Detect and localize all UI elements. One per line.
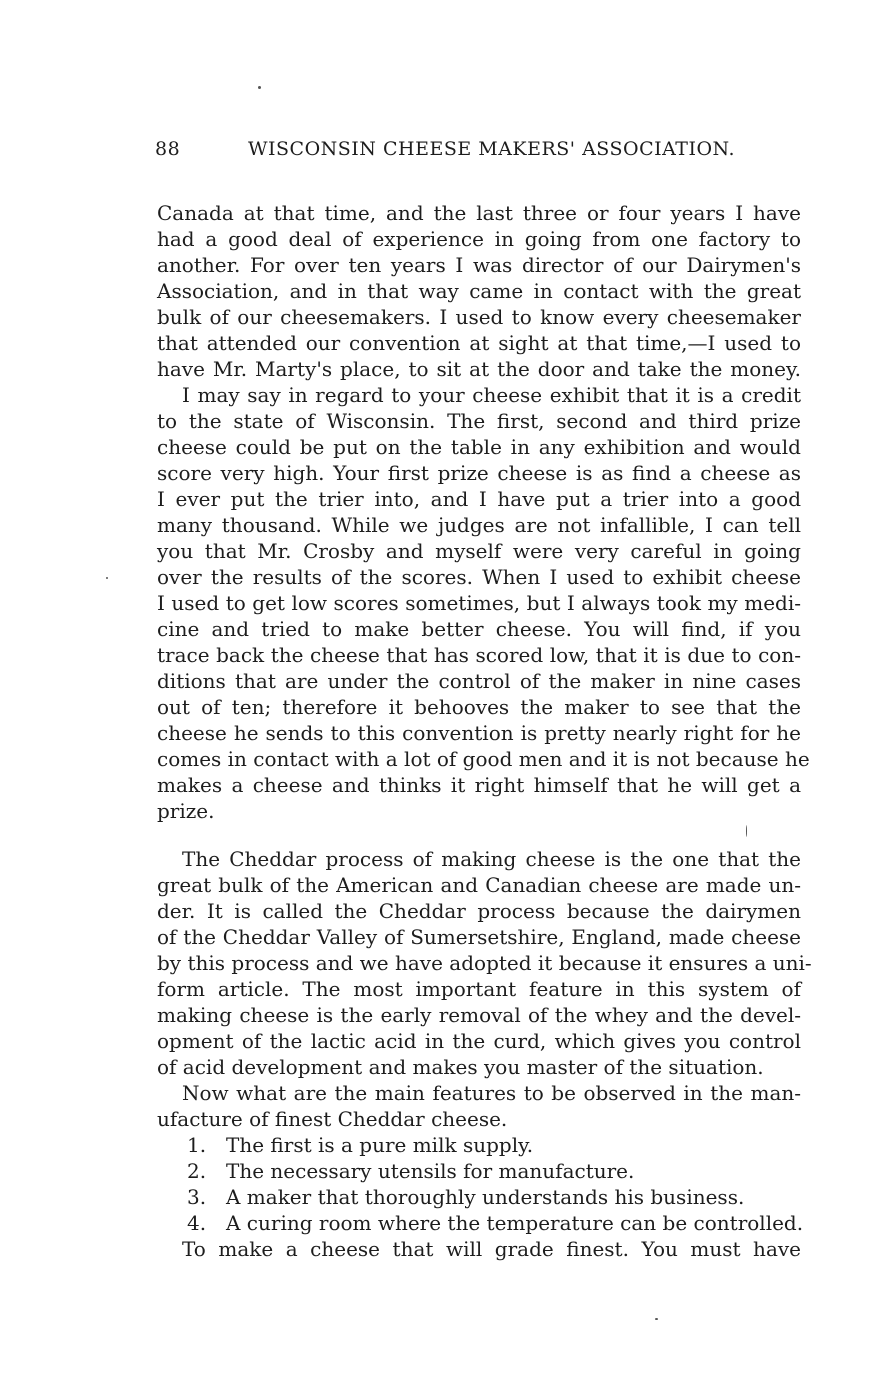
list-item: A curing room where the temperature can be controlled. — [226, 1211, 804, 1235]
text-line: ditions that are under the control of the maker in nine cases — [157, 669, 801, 693]
text-line: I may say in regard to your cheese exhibit that it is a credit — [182, 383, 801, 407]
text-line: to the state of Wisconsin. The first, second and third prize — [157, 409, 801, 433]
text-line: Canada at that time, and the last three or four years I have — [157, 201, 801, 225]
text-line: cheese could be put on the table in any exhibition and would — [157, 435, 801, 459]
list-item-number: 3. — [187, 1185, 207, 1209]
page-header — [155, 138, 805, 168]
text-line: score very high. Your first prize cheese is as find a cheese as — [157, 461, 801, 485]
text-line: have Mr. Marty's place, to sit at the door and take the money. — [157, 357, 801, 381]
list-item-number: 4. — [187, 1211, 207, 1235]
text-line: der. It is called the Cheddar process because the dairymen — [157, 899, 801, 923]
text-line: The Cheddar process of making cheese is the one that the — [182, 847, 801, 871]
scan-speck — [746, 825, 747, 837]
text-line: out of ten; therefore it behooves the maker to see that the — [157, 695, 801, 719]
text-line: trace back the cheese that has scored low, that it is due to con- — [157, 643, 801, 667]
text-line: I ever put the trier into, and I have put a trier into a good — [157, 487, 801, 511]
text-line: To make a cheese that will grade finest. You must have — [182, 1237, 801, 1261]
text-line: of the Cheddar Valley of Sumersetshire, England, made cheese — [157, 925, 801, 949]
text-line: ufacture of finest Cheddar cheese. — [157, 1107, 508, 1131]
text-line: makes a cheese and thinks it right himself that he will get a — [157, 773, 801, 797]
running-title: WISCONSIN CHEESE MAKERS' ASSOCIATION. — [248, 138, 735, 160]
text-line: of acid development and makes you master of the situation. — [157, 1055, 764, 1079]
text-line: many thousand. While we judges are not infallible, I can tell — [157, 513, 801, 537]
text-line: great bulk of the American and Canadian cheese are made un- — [157, 873, 801, 897]
text-line: comes in contact with a lot of good men and it is not because he — [157, 747, 810, 771]
text-line: Now what are the main features to be observed in the man- — [182, 1081, 801, 1105]
text-line: I used to get low scores sometimes, but I always took my medi- — [157, 591, 801, 615]
text-line: opment of the lactic acid in the curd, which gives you control — [157, 1029, 801, 1053]
list-item-number: 1. — [187, 1133, 207, 1157]
text-line: prize. — [157, 799, 215, 823]
page-number: 88 — [155, 138, 181, 160]
list-item: The necessary utensils for manufacture. — [226, 1159, 635, 1183]
text-line: bulk of our cheesemakers. I used to know every cheesemaker — [157, 305, 801, 329]
text-line: had a good deal of experience in going from one factory to — [157, 227, 801, 251]
scan-speck — [106, 577, 108, 579]
text-line: over the results of the scores. When I used to exhibit cheese — [157, 565, 801, 589]
text-line: another. For over ten years I was director of our Dairymen's — [157, 253, 801, 277]
text-line: that attended our convention at sight at that time,—I used to — [157, 331, 801, 355]
text-line: making cheese is the early removal of the whey and the devel- — [157, 1003, 801, 1027]
text-line: cheese he sends to this convention is pretty nearly right for he — [157, 721, 801, 745]
list-item: The first is a pure milk supply. — [226, 1133, 534, 1157]
text-line: Association, and in that way came in contact with the great — [157, 279, 801, 303]
scan-speck — [655, 1318, 658, 1320]
list-item-number: 2. — [187, 1159, 207, 1183]
text-line: by this process and we have adopted it because it ensures a uni- — [157, 951, 812, 975]
list-item: A maker that thoroughly understands his business. — [226, 1185, 745, 1209]
scan-speck — [258, 86, 261, 89]
text-line: form article. The most important feature in this system of — [157, 977, 801, 1001]
text-line: you that Mr. Crosby and myself were very careful in going — [157, 539, 801, 563]
text-line: cine and tried to make better cheese. You will find, if you — [157, 617, 801, 641]
